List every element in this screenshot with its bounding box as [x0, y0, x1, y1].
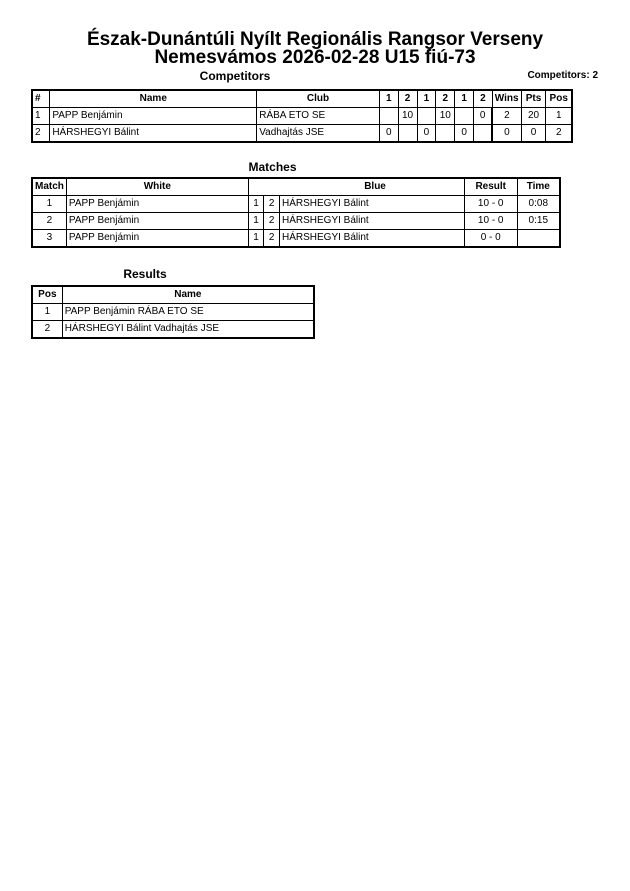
col-round-header: 1 — [379, 90, 398, 108]
matches-heading: Matches — [248, 160, 297, 174]
round-score: 0 — [455, 125, 474, 143]
blue-competitor: HÁRSHEGYI Bálint — [279, 230, 464, 248]
col-blue-header: Blue — [248, 178, 464, 196]
competitor-number: 1 — [32, 108, 50, 125]
col-round-header: 1 — [417, 90, 436, 108]
results-header-row — [32, 286, 314, 304]
col-white-header: White — [66, 178, 248, 196]
col-wins-header: Wins — [492, 90, 521, 108]
match-result: 10 - 0 — [464, 213, 517, 230]
competitor-pts: 20 — [521, 108, 546, 125]
col-name-header: Name — [62, 286, 314, 304]
white-number: 1 — [248, 230, 264, 248]
competitor-wins: 0 — [492, 125, 521, 143]
match-result: 10 - 0 — [464, 196, 517, 213]
competitors-header-row — [32, 90, 572, 108]
match-time: 0:15 — [517, 213, 560, 230]
match-time — [517, 230, 560, 248]
col-number-header: # — [32, 90, 50, 108]
result-position: 1 — [32, 304, 62, 321]
white-number: 1 — [248, 213, 264, 230]
competitors-table — [31, 89, 573, 143]
matches-table — [31, 177, 561, 248]
blue-number: 2 — [264, 213, 280, 230]
table-row — [32, 213, 560, 230]
col-round-header: 1 — [455, 90, 474, 108]
table-row — [32, 230, 560, 248]
col-club-header: Club — [257, 90, 380, 108]
result-name: PAPP Benjámin RÁBA ETO SE — [62, 304, 314, 321]
col-pos-header: Pos — [546, 90, 572, 108]
competitor-number: 2 — [32, 125, 50, 143]
match-number: 1 — [32, 196, 66, 213]
blue-number: 2 — [264, 196, 280, 213]
competitor-name: HÁRSHEGYI Bálint — [50, 125, 257, 143]
competitor-name: PAPP Benjámin — [50, 108, 257, 125]
match-number: 3 — [32, 230, 66, 248]
col-time-header: Time — [517, 178, 560, 196]
blue-competitor: HÁRSHEGYI Bálint — [279, 196, 464, 213]
result-name: HÁRSHEGYI Bálint Vadhajtás JSE — [62, 321, 314, 339]
round-score: 0 — [379, 125, 398, 143]
col-pos-header: Pos — [32, 286, 62, 304]
competitors-count: Competitors: 2 — [527, 70, 598, 81]
match-time: 0:08 — [517, 196, 560, 213]
results-table — [31, 285, 315, 339]
blue-competitor: HÁRSHEGYI Bálint — [279, 213, 464, 230]
round-score — [417, 108, 436, 125]
table-row — [32, 125, 572, 143]
round-score: 0 — [473, 108, 492, 125]
match-number: 2 — [32, 213, 66, 230]
table-row — [32, 108, 572, 125]
white-competitor: PAPP Benjámin — [66, 230, 248, 248]
document-title-line1: Észak-Dunántúli Nyílt Regionális Rangsor Verseny — [86, 29, 544, 50]
table-row — [32, 304, 314, 321]
round-score: 0 — [417, 125, 436, 143]
round-score — [473, 125, 492, 143]
round-score — [379, 108, 398, 125]
document-title-line2: Nemesvámos 2026-02-28 U15 fiú-73 — [154, 47, 476, 68]
round-score — [455, 108, 474, 125]
table-row — [32, 321, 314, 339]
competitor-club: Vadhajtás JSE — [257, 125, 380, 143]
col-round-header: 2 — [473, 90, 492, 108]
competitors-heading: Competitors — [199, 69, 271, 83]
white-number: 1 — [248, 196, 264, 213]
col-pts-header: Pts — [521, 90, 546, 108]
round-score: 10 — [436, 108, 455, 125]
col-name-header: Name — [50, 90, 257, 108]
competitor-pts: 0 — [521, 125, 546, 143]
round-score — [398, 125, 417, 143]
competitor-pos: 1 — [546, 108, 572, 125]
result-position: 2 — [32, 321, 62, 339]
blue-number: 2 — [264, 230, 280, 248]
table-row — [32, 196, 560, 213]
col-round-header: 2 — [398, 90, 417, 108]
matches-header-row — [32, 178, 560, 196]
round-score: 10 — [398, 108, 417, 125]
round-score — [436, 125, 455, 143]
competitor-club: RÁBA ETO SE — [257, 108, 380, 125]
col-match-header: Match — [32, 178, 66, 196]
results-heading: Results — [123, 267, 167, 281]
col-round-header: 2 — [436, 90, 455, 108]
white-competitor: PAPP Benjámin — [66, 196, 248, 213]
col-result-header: Result — [464, 178, 517, 196]
white-competitor: PAPP Benjámin — [66, 213, 248, 230]
competitor-wins: 2 — [492, 108, 521, 125]
competitor-pos: 2 — [546, 125, 572, 143]
match-result: 0 - 0 — [464, 230, 517, 248]
